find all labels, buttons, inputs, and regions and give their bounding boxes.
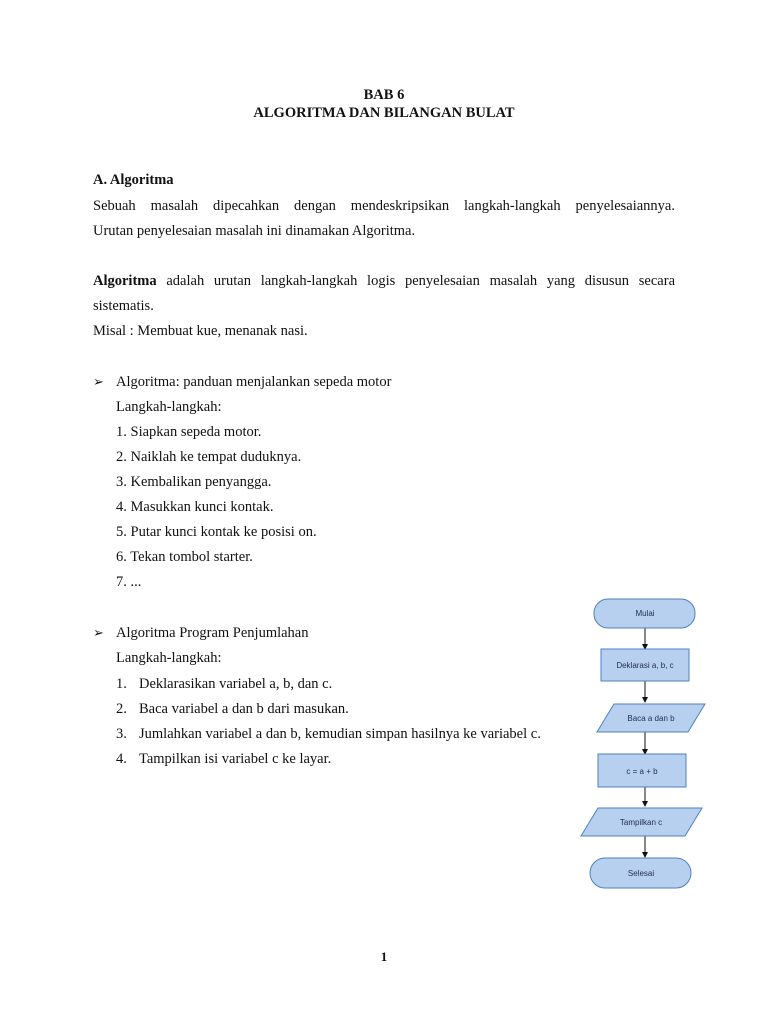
flow-node-label: Mulai bbox=[635, 609, 655, 618]
list-item: 6. Tekan tombol starter. bbox=[116, 549, 253, 565]
list-title: Algoritma Program Penjumlahan bbox=[116, 625, 309, 641]
list-item-number: 3. bbox=[116, 726, 127, 742]
section-heading: A. Algoritma bbox=[93, 172, 174, 188]
list-item-number: 4. bbox=[116, 751, 127, 767]
definition-line: Algoritma adalah urutan langkah-langkah logis penyelesaian masalah yang disusun secara bbox=[93, 273, 676, 289]
arrow-bullet-icon: ➢ bbox=[93, 374, 104, 389]
flow-node-label: Tampilkan c bbox=[619, 818, 663, 827]
list-item: 7. ... bbox=[116, 574, 142, 590]
page-number: 1 bbox=[380, 949, 388, 964]
steps-label: Langkah-langkah: bbox=[116, 399, 222, 415]
flow-node-label: Selesai bbox=[627, 869, 655, 878]
arrow-bullet-icon: ➢ bbox=[93, 625, 104, 640]
list-item: 1. Siapkan sepeda motor. bbox=[116, 424, 262, 440]
flow-node-label: Deklarasi a, b, c bbox=[616, 661, 674, 670]
example-line: Misal : Membuat kue, menanak nasi. bbox=[93, 323, 308, 339]
list-item: 4. Masukkan kunci kontak. bbox=[116, 499, 274, 515]
flowchart bbox=[570, 592, 720, 892]
definition-line: sistematis. bbox=[93, 298, 154, 314]
definition-term: Algoritma bbox=[93, 273, 157, 289]
chapter-number: BAB 6 bbox=[363, 87, 405, 103]
flow-node-label: c = a + b bbox=[626, 767, 658, 776]
list-item: 5. Putar kunci kontak ke posisi on. bbox=[116, 524, 317, 540]
list-item: 2. Naiklah ke tempat duduknya. bbox=[116, 449, 302, 465]
list-title: Algoritma: panduan menjalankan sepeda motor bbox=[116, 374, 392, 390]
paragraph-line: Sebuah masalah dipecahkan dengan mendeskripsikan langkah-langkah penyelesaiannya. bbox=[93, 198, 675, 214]
list-item: Jumlahkan variabel a dan b, kemudian simpan hasilnya ke variabel c. bbox=[139, 726, 541, 742]
flow-node-label: Baca a dan b bbox=[627, 714, 675, 723]
paragraph-line: Urutan penyelesaian masalah ini dinamakan Algoritma. bbox=[93, 223, 416, 239]
list-item: Baca variabel a dan b dari masukan. bbox=[139, 701, 349, 717]
list-item: Deklarasikan variabel a, b, dan c. bbox=[139, 676, 333, 692]
list-item-number: 1. bbox=[116, 676, 127, 692]
list-item-number: 2. bbox=[116, 701, 127, 717]
steps-label: Langkah-langkah: bbox=[116, 650, 222, 666]
list-item: Tampilkan isi variabel c ke layar. bbox=[139, 751, 332, 767]
chapter-title: ALGORITMA DAN BILANGAN BULAT bbox=[253, 105, 515, 121]
list-item: 3. Kembalikan penyangga. bbox=[116, 474, 272, 490]
